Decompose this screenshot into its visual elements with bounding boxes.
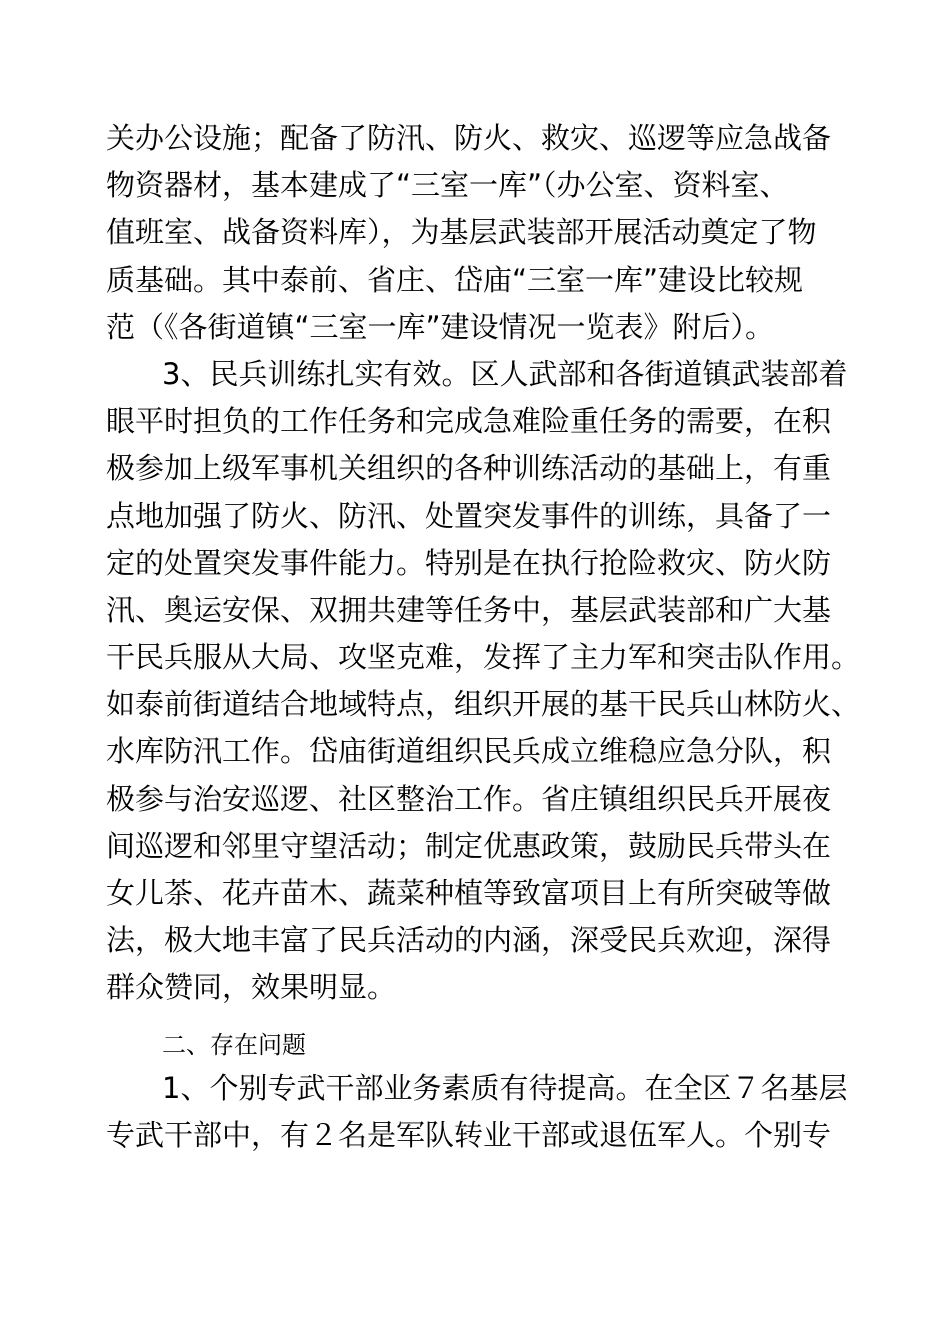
text-line: 干民兵服从大局、攻坚克难，发挥了主力军和突击队作用。 (106, 640, 861, 675)
text-line: 如泰前街道结合地域特点，组织开展的基干民兵山林防火、 (106, 687, 861, 722)
section-heading: 二、存在问题 (162, 1030, 306, 1059)
paragraph-training (106, 351, 866, 1012)
text-line: 物资器材，基本建成了“三室一库”（办公室、资料室、 (106, 168, 789, 203)
text-line: 眼平时担负的工作任务和完成急难险重任务的需要，在积 (106, 404, 832, 439)
section-spacer (106, 1012, 866, 1025)
text-line: 定的处置突发事件能力。特别是在执行抢险救灾、防火防 (106, 545, 832, 580)
paragraph-problems (106, 1065, 866, 1159)
text-line: 质基础。其中泰前、省庄、岱庙“三室一库”建设比较规 (106, 262, 804, 297)
text-line: 点地加强了防火、防汛、处置突发事件的训练，具备了一 (106, 498, 832, 533)
text-line: 关办公设施；配备了防汛、防火、救灾、巡逻等应急战备 (106, 121, 832, 155)
text-line: 3、民兵训练扎实有效。区人武部和各街道镇武装部着 (162, 356, 848, 391)
text-line: 极参加上级军事机关组织的各种训练活动的基础上，有重 (106, 451, 832, 486)
section-heading-problems (106, 1025, 866, 1065)
text-line: 女儿茶、花卉苗木、蔬菜种植等致富项目上有所突破等做 (106, 876, 832, 910)
document-body (106, 115, 866, 1159)
text-line: 范（《各街道镇“三室一库”建设情况一览表》附后）。 (106, 309, 775, 344)
text-line: 1、个别专武干部业务素质有待提高。在全区７名基层 (162, 1070, 848, 1105)
paragraph-facilities (106, 115, 866, 351)
text-line: 法，极大地丰富了民兵活动的内涵，深受民兵欢迎，深得 (106, 923, 832, 958)
text-line: 专武干部中，有２名是军队转业干部或退伍军人。个别专 (106, 1117, 832, 1152)
text-line: 间巡逻和邻里守望活动；制定优惠政策，鼓励民兵带头在 (106, 828, 832, 863)
text-line: 值班室、战备资料库），为基层武装部开展活动奠定了物 (106, 215, 817, 250)
text-line: 群众赞同，效果明显。 (106, 970, 397, 1005)
text-line: 水库防汛工作。岱庙街道组织民兵成立维稳应急分队，积 (106, 734, 832, 769)
text-line: 极参与治安巡逻、社区整治工作。省庄镇组织民兵开展夜 (106, 781, 832, 816)
text-line: 汛、奥运安保、双拥共建等任务中，基层武装部和广大基 (106, 592, 832, 627)
